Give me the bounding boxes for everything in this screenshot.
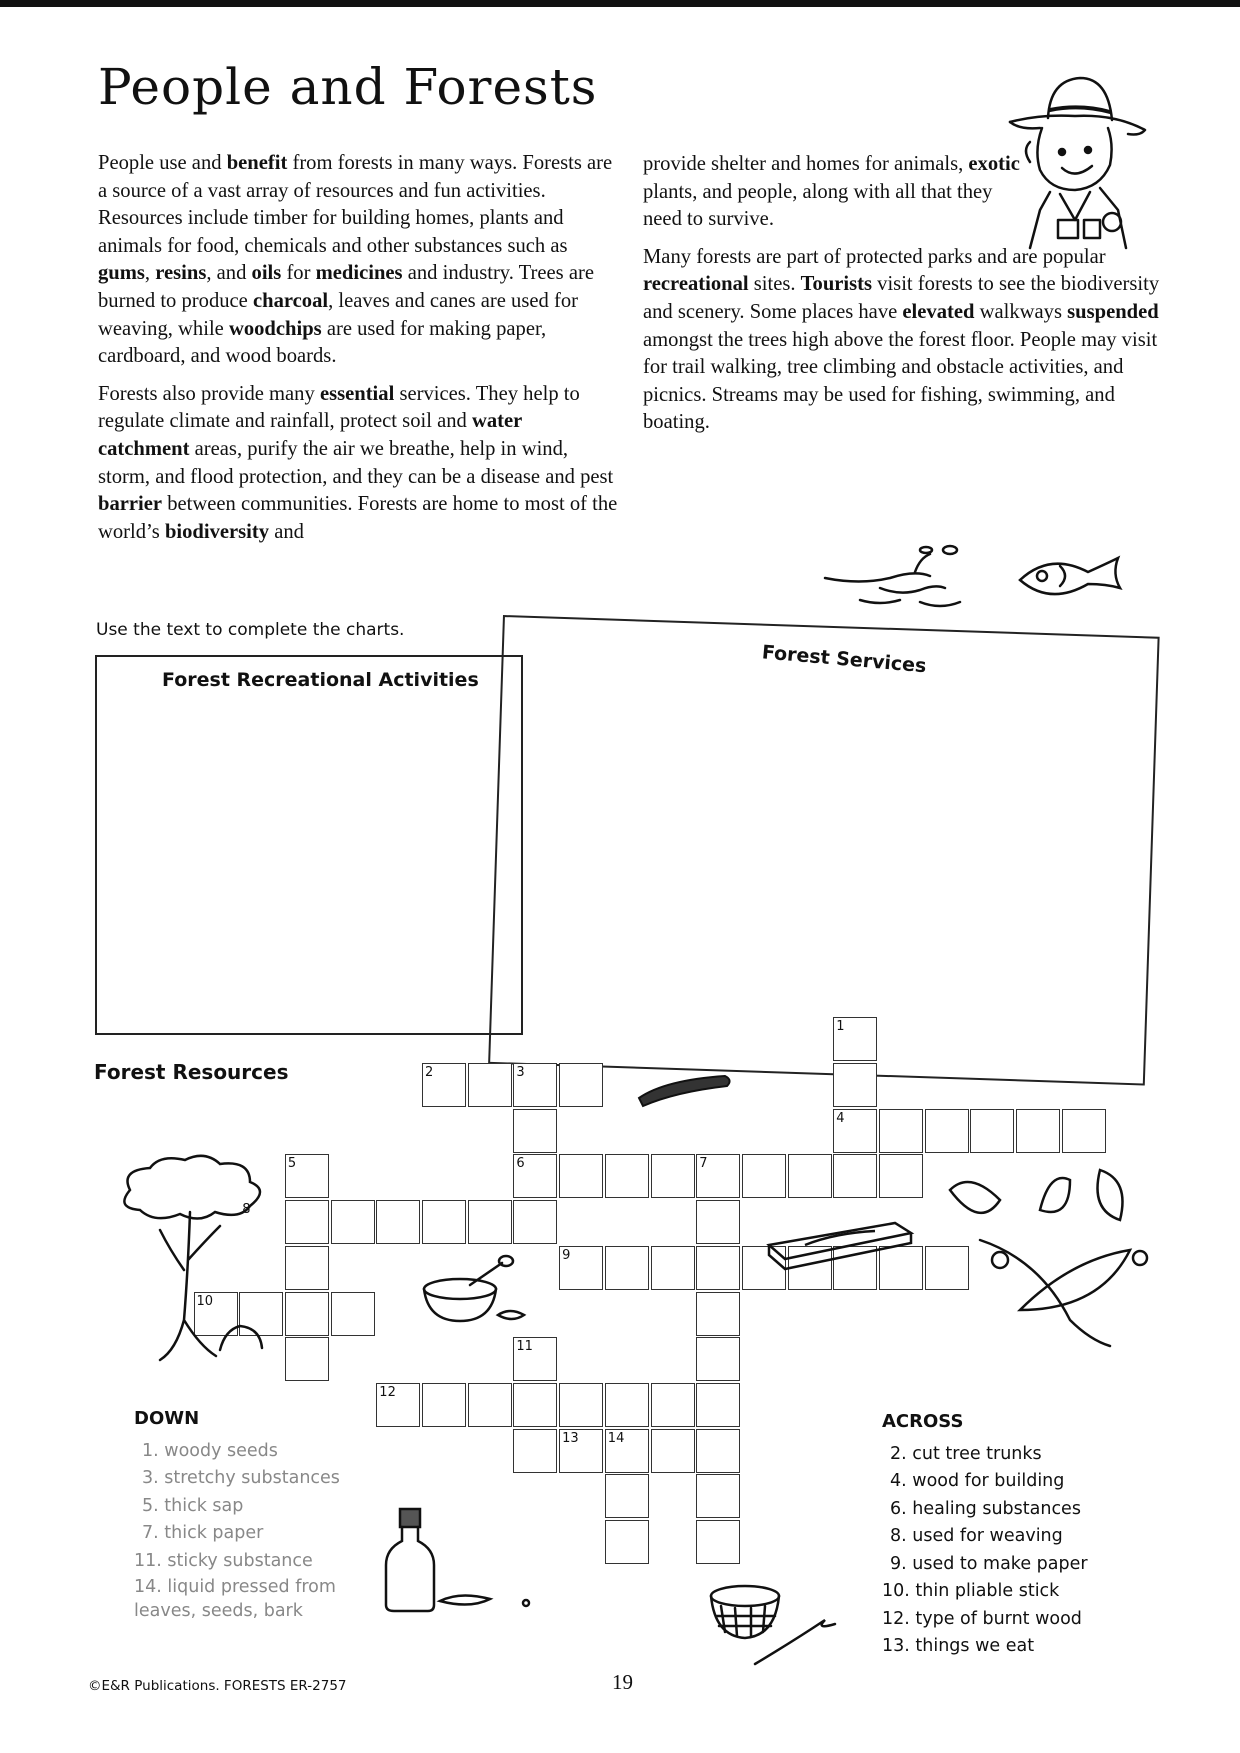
crossword-cell[interactable] [376,1200,420,1244]
crossword-cell[interactable] [285,1292,329,1336]
crossword-number-5: 5 [287,1156,297,1172]
forest-recreational-chart[interactable] [95,655,523,1035]
crossword-cell[interactable] [422,1383,466,1427]
fish-water-illustration [820,540,1140,630]
crossword-cell[interactable] [422,1200,466,1244]
cane-illustration [635,1070,735,1110]
crossword-number-10: 10 [196,1293,214,1309]
oil-bottle-illustration [380,1505,530,1615]
crossword-cell[interactable] [1062,1109,1106,1153]
across-clues [882,1408,1088,1661]
crossword-cell[interactable] [788,1154,832,1198]
crossword-number-7: 7 [699,1156,708,1172]
crossword-number-11: 11 [516,1339,533,1355]
forest-recreational-title: Forest Recreational Activities [162,669,479,691]
crossword-cell[interactable] [468,1063,512,1107]
crossword-cell[interactable] [696,1200,740,1244]
paragraph-shelter: provide shelter and homes for animals, exotic plants, and people, along with all that they need to survive. [643,153,1020,231]
mortar-pestle-illustration [420,1255,550,1335]
crossword-cell[interactable] [285,1246,329,1290]
crossword-cell[interactable] [879,1109,923,1153]
crossword-cell[interactable] [925,1109,969,1153]
down-clue-11: 11. sticky substance [134,1550,313,1571]
crossword-cell[interactable] [696,1474,740,1518]
across-clue-8: 8. used for weaving [890,1526,1063,1546]
across-clue-10: 10. thin pliable stick [882,1581,1060,1601]
across-clue-6: 6. healing substances [890,1498,1081,1519]
crossword-cell[interactable] [742,1154,786,1198]
crossword-cell[interactable] [970,1109,1014,1153]
crossword-cell[interactable] [605,1246,649,1290]
crossword-cell[interactable] [651,1154,695,1198]
down-heading: DOWN [134,1408,200,1429]
crossword-number-1: 1 [836,1019,845,1035]
crossword-number-2: 2 [425,1065,434,1080]
across-heading: ACROSS [882,1411,964,1432]
crossword-number-4: 4 [836,1110,845,1126]
crossword-cell[interactable] [513,1200,557,1244]
crossword-cell[interactable] [651,1429,695,1473]
crossword-cell[interactable] [696,1520,740,1564]
crossword-cell[interactable] [696,1429,740,1473]
paragraph-services: Forests also provide many essential services. They help to regulate climate and rainfall, protect soil and water catchment areas, purify the air we breathe, help in wind, storm, and flood protection, and they can be a disease and pest barrier between communities. Forests are home to most of the world’s biodiversity and [98,382,618,543]
crossword-cell[interactable] [605,1154,649,1198]
crossword-cell[interactable] [833,1154,877,1198]
crossword-cell[interactable] [559,1383,603,1427]
paragraph-recreation: Many forests are part of protected parks and are popular recreational sites. Tourists visit forests to see the biodiversity and scenery. Some places have elevated walkways suspended amongst the trees high above the forest floor. People may visit for trail walking, tree climbing and obstacle activities, and picnics. Streams may be used for fishing, swimming, and boating. [643,245,1160,434]
down-clue-5: 5. thick sap [142,1495,244,1516]
copyright-footer: ©E&R Publications. FORESTS ER-2757 [88,1678,347,1694]
forest-resources-title: Forest Resources [94,1060,289,1084]
crossword-number-12: 12 [379,1384,396,1400]
crossword-cell[interactable] [285,1337,329,1381]
down-clues [134,1405,340,1623]
crossword-cell[interactable] [696,1383,740,1427]
timber-illustration [765,1215,915,1275]
crossword-number-9: 9 [562,1247,571,1263]
across-clue-9: 9. used to make paper [890,1553,1088,1574]
crossword-cell[interactable] [468,1200,512,1244]
crossword-number-14: 14 [607,1430,625,1446]
crossword-cell[interactable] [696,1337,740,1381]
crossword-cell[interactable] [696,1246,740,1290]
page-title: People and Forests [98,58,598,116]
across-clue-12: 12. type of burnt wood [882,1608,1082,1629]
text-column-left [98,150,618,556]
paragraph-resources: People use and benefit from forests in many ways. Forests are a source of a vast array of resources and fun activities. Resources include timber for building homes, plants and animals for food, chemicals and other substances such as gums, resins, and oils for medicines and industry. Trees are burned to produce charcoal, leaves and canes are used for weaving, while woodchips are used for making paper, cardboard, and wood boards. [98,152,613,368]
crossword-cell[interactable] [468,1383,512,1427]
crossword-cell[interactable] [331,1200,375,1244]
down-clue-14: 14. liquid pressed from [134,1577,336,1597]
crossword-cell[interactable] [879,1154,923,1198]
crossword-cell[interactable] [605,1383,649,1427]
crossword-number-3: 3 [516,1065,525,1080]
top-border [0,0,1240,7]
across-clue-13: 13. things we eat [882,1636,1035,1656]
crossword-number-6: 6 [516,1156,525,1172]
crossword-cell[interactable] [651,1246,695,1290]
down-clue-7: 7. thick paper [142,1523,264,1543]
instructions: Use the text to complete the charts. [96,620,405,640]
crossword-cell[interactable] [696,1292,740,1336]
crossword-cell[interactable] [559,1063,603,1107]
crossword-cell[interactable] [1016,1109,1060,1153]
basket-illustration [705,1580,845,1670]
crossword-cell[interactable] [513,1383,557,1427]
crossword-cell[interactable] [513,1109,557,1153]
down-clue-1: 1. woody seeds [142,1440,278,1461]
tree-illustration [110,1150,280,1370]
crossword-cell[interactable] [513,1429,557,1473]
crossword-cell[interactable] [559,1154,603,1198]
leaves-illustration [940,1160,1150,1350]
crossword-cell[interactable] [651,1383,695,1427]
page-number: 19 [612,1670,633,1694]
down-clue-14-cont: leaves, seeds, bark [134,1601,303,1621]
forest-services-title: Forest Services [761,641,928,678]
ranger-illustration [1000,70,1150,260]
down-clue-3: 3. stretchy substances [142,1468,340,1488]
crossword-number-13: 13 [562,1430,579,1446]
crossword-cell[interactable] [833,1063,877,1107]
crossword-cell[interactable] [605,1474,649,1518]
crossword-cell[interactable] [331,1292,375,1336]
across-clue-2: 2. cut tree trunks [890,1443,1042,1464]
across-clue-4: 4. wood for building [890,1471,1065,1491]
forest-services-chart[interactable] [488,615,1160,1086]
crossword-cell[interactable] [605,1520,649,1564]
crossword-number-8: 8 [242,1202,251,1218]
crossword-cell[interactable] [285,1200,329,1244]
